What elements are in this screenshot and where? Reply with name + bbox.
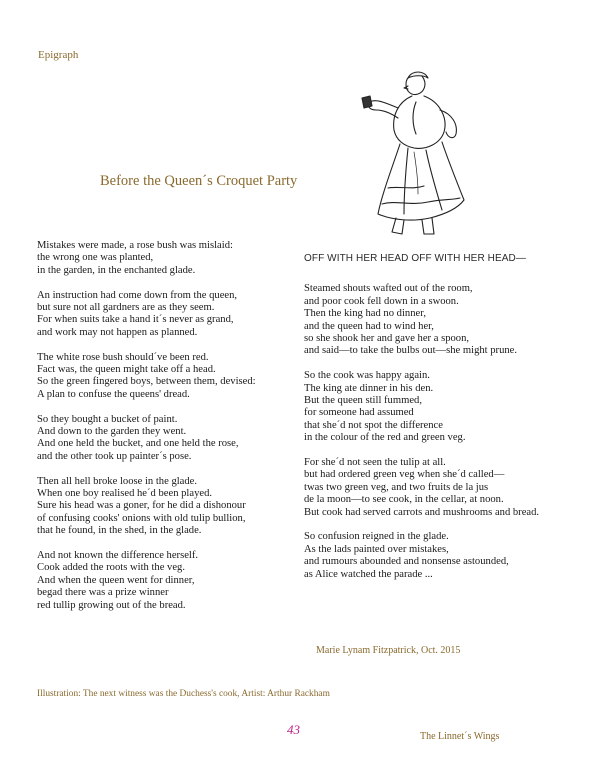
poem-line: Mistakes were made, a rose bush was mislaid: xyxy=(37,240,233,251)
poem-line: begad there was a prize winner xyxy=(37,587,169,599)
poem-line: For when suits take a hand it´s never as grand, xyxy=(37,314,234,326)
poem-line: red tullip growing out of the bread. xyxy=(37,599,186,611)
poem-stanza xyxy=(37,352,295,402)
poem-line: and work may not happen as planned. xyxy=(37,326,198,338)
duchess-cook-illustration xyxy=(352,68,480,240)
poem-line: and the other took up painter´s pose. xyxy=(37,450,192,462)
poem-line: As the lads painted over mistakes, xyxy=(304,543,449,555)
poem-line: but had ordered green veg when she´d called— xyxy=(304,469,505,481)
poem-line: and rumours abounded and nonsense astounded, xyxy=(304,556,509,568)
poem-stanza xyxy=(37,290,295,340)
poem-line: as Alice watched the parade ... xyxy=(304,568,433,580)
poem-stanza xyxy=(304,370,584,444)
poem-stanza xyxy=(37,550,295,612)
poem-line: So they bought a bucket of paint. xyxy=(37,413,178,425)
epigraph-label: Epigraph xyxy=(38,49,79,61)
poem-stanza xyxy=(37,476,295,538)
poem-line: and said—to take the bulbs out—she might prune. xyxy=(304,345,518,357)
poem-line: And one held the bucket, and one held the rose, xyxy=(37,438,239,450)
poem-right-column xyxy=(304,253,584,594)
poem-line: The king ate dinner in his den. xyxy=(304,382,434,394)
poem-line: for someone had assumed xyxy=(304,407,414,419)
poem-line: the wrong one was planted, xyxy=(37,252,154,264)
poem-stanza xyxy=(304,457,584,519)
poem-line: that she´d not spot the difference xyxy=(304,419,443,431)
poem-line: Then all hell broke loose in the glade. xyxy=(37,475,198,487)
poem-stanza xyxy=(37,414,295,464)
poem-line: that he found, in the shed, in the glade. xyxy=(37,525,202,537)
poem-line: de la moon—to see cook, in the cellar, at noon. xyxy=(304,494,504,506)
poem-stanza xyxy=(304,531,584,581)
poem-line: And down to the garden they went. xyxy=(37,426,187,438)
poem-line: Fact was, the queen might take off a head. xyxy=(37,364,216,376)
book-title: The Linnet´s Wings xyxy=(420,731,500,742)
poem-line: in the garden, in the enchanted glade. xyxy=(37,264,196,276)
poem-line: But the queen still fummed, xyxy=(304,395,422,407)
poem-line: twas two green veg, and two fruits de la jus xyxy=(304,481,489,493)
poem-line: An instruction had come down from the queen, xyxy=(37,289,238,301)
poem-line: So confusion reigned in the glade. xyxy=(304,531,449,543)
poem-line: When one boy realised he´d been played. xyxy=(37,488,213,500)
poem-line: but sure not all gardners are as they seem. xyxy=(37,302,215,314)
poem-line: of confusing cooks' onions with old tulip bullion, xyxy=(37,512,246,524)
illustration-caption: Illustration: The next witness was the Duchess's cook, Artist: Arthur Rackham xyxy=(37,689,330,699)
poem-stanza xyxy=(37,240,295,277)
poem-line: And not known the difference herself. xyxy=(37,550,199,562)
poem-line: Sure his head was a goner, for he did a dishonour xyxy=(37,500,246,512)
poem-line: For she´d not seen the tulip at all. xyxy=(304,457,446,469)
poem-heading: OFF WITH HER HEAD OFF WITH HER HEAD— xyxy=(304,253,526,264)
poem-line: Cook added the roots with the veg. xyxy=(37,562,185,574)
poem-line: So the cook was happy again. xyxy=(304,370,430,382)
poem-line: And when the queen went for dinner, xyxy=(37,574,195,586)
poem-line: so she shook her and gave her a spoon, xyxy=(304,333,470,345)
poem-line: in the colour of the red and green veg. xyxy=(304,432,466,444)
poem-line: Then the king had no dinner, xyxy=(304,308,426,320)
poem-line: and poor cook fell down in a swoon. xyxy=(304,295,459,307)
poem-line: So the green fingered boys, between them, devised: xyxy=(37,376,256,388)
poem-author: Marie Lynam Fitzpatrick, Oct. 2015 xyxy=(316,645,461,656)
poem-line: The white rose bush should´ve been red. xyxy=(37,351,209,363)
poem-stanza xyxy=(304,283,584,357)
poem-title: Before the Queen´s Croquet Party xyxy=(100,173,298,189)
poem-line: A plan to confuse the queens' dread. xyxy=(37,388,190,400)
poem-left-column xyxy=(37,240,295,625)
poem-line: Steamed shouts wafted out of the room, xyxy=(304,283,473,295)
poem-line: and the queen had to wind her, xyxy=(304,320,434,332)
page-number: 43 xyxy=(287,722,300,737)
poem-line: But cook had served carrots and mushrooms and bread. xyxy=(304,506,540,518)
